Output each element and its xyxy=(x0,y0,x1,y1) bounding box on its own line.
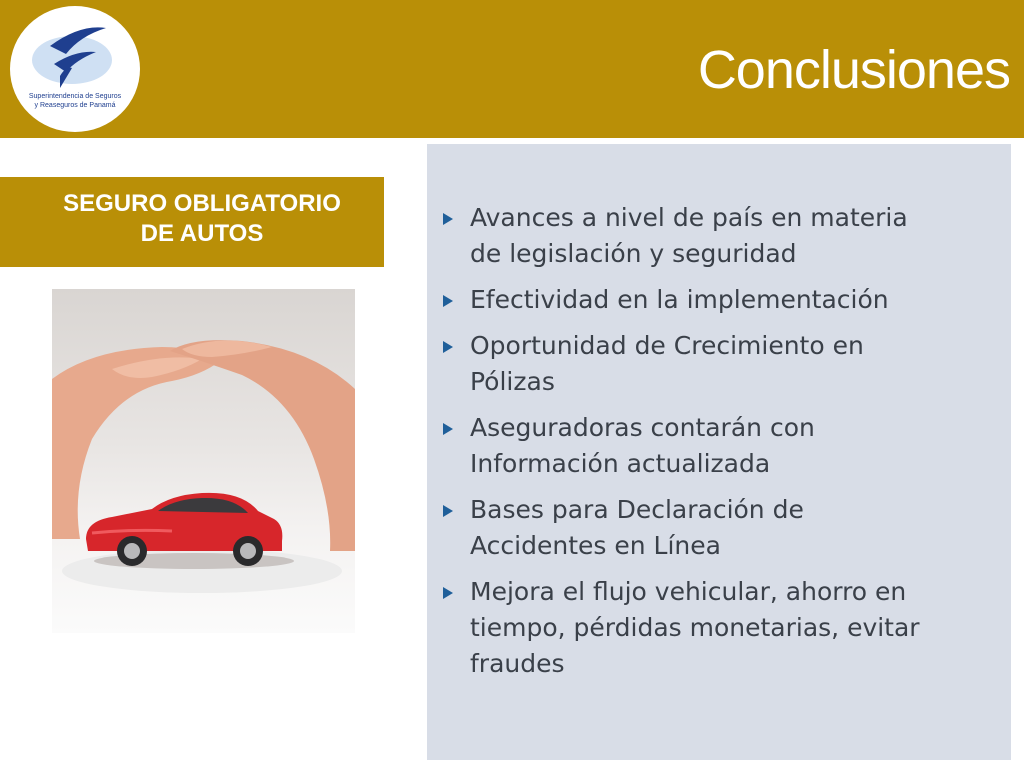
conclusion-item xyxy=(439,574,1005,682)
conclusion-list xyxy=(439,200,1005,692)
section-tag-text xyxy=(20,189,384,249)
logo-text-line-1: Superintendencia de Seguros xyxy=(28,93,122,100)
conclusion-item-line: Bases para Declaración de xyxy=(470,495,804,524)
bullet-arrow-icon xyxy=(443,423,453,435)
conclusion-item-line: Aseguradoras contarán con xyxy=(470,413,815,442)
slide-title: Conclusiones xyxy=(697,40,1010,100)
logo-text-line-2: y Reaseguros de Panamá xyxy=(34,102,116,109)
conclusion-item xyxy=(439,328,1005,400)
conclusions-panel xyxy=(427,144,1011,760)
car-insurance-illustration-icon xyxy=(52,289,355,633)
conclusion-item xyxy=(439,410,1005,482)
logo-text xyxy=(10,92,140,110)
conclusion-item xyxy=(439,282,1005,318)
conclusion-item-line: Accidentes en Línea xyxy=(470,531,721,560)
bullet-arrow-icon xyxy=(443,505,453,517)
conclusion-item-line: Mejora el flujo vehicular, ahorro en xyxy=(470,577,907,606)
section-tag-line-1: SEGURO OBLIGATORIO xyxy=(63,190,341,217)
bullet-arrow-icon xyxy=(443,341,453,353)
bullet-arrow-icon xyxy=(443,587,453,599)
section-tag-line-2: DE AUTOS xyxy=(140,220,264,247)
conclusion-item-line: tiempo, pérdidas monetarias, evitar xyxy=(470,613,920,642)
conclusion-item xyxy=(439,200,1005,272)
conclusion-item-line: Pólizas xyxy=(470,367,555,396)
conclusion-item-line: Avances a nivel de país en materia xyxy=(470,203,908,232)
bullet-arrow-icon xyxy=(443,213,453,225)
conclusion-item-line: de legislación y seguridad xyxy=(470,239,797,268)
slide-header xyxy=(0,0,1024,138)
bullet-arrow-icon xyxy=(443,295,453,307)
superintendencia-logo xyxy=(10,6,140,132)
hands-protecting-red-car-image xyxy=(52,289,355,633)
conclusion-item-line: Información actualizada xyxy=(470,449,771,478)
section-tag xyxy=(0,177,384,267)
conclusion-item-line: fraudes xyxy=(470,649,565,678)
logo-emblem-icon xyxy=(10,6,140,132)
conclusion-item-line: Efectividad en la implementación xyxy=(470,285,889,314)
conclusion-item-line: Oportunidad de Crecimiento en xyxy=(470,331,864,360)
conclusion-item xyxy=(439,492,1005,564)
